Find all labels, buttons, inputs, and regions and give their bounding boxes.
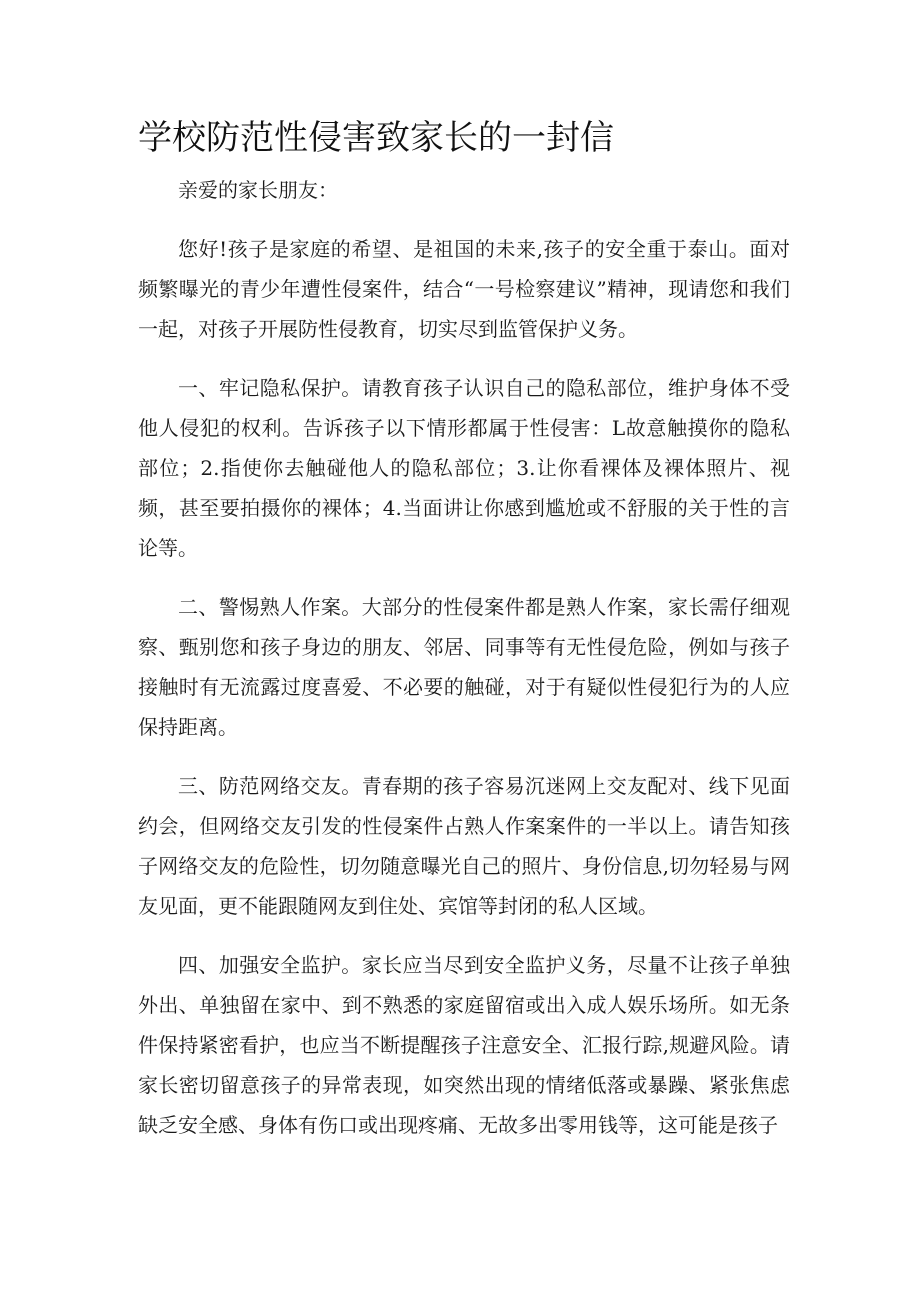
paragraph-intro: 您好!孩子是家庭的希望、是祖国的未来,孩子的安全重于泰山。面对频繁曝光的青少年遭性侵案件，结合“一号检察建议”精神，现请您和我们一起，对孩子开展防性侵教育，切实尽到监管保护义务。 — [138, 237, 790, 341]
paragraph-acquaintance-caution: 二、警惕熟人作案。大部分的性侵案件都是熟人作案，家长需仔细观察、甄别您和孩子身边的朋友、邻居、同事等有无性侵危险，例如与孩子接触时有无流露过度喜爱、不必要的触碰，对于有疑似性侵犯行为的人应保持距离。 — [138, 595, 790, 739]
document-title: 学校防范性侵害致家长的一封信 — [138, 118, 614, 158]
greeting: 亲爱的家长朋友： — [178, 178, 338, 202]
letter-body — [138, 170, 790, 1164]
paragraph-privacy-protection: 一、牢记隐私保护。请教育孩子认识自己的隐私部位，维护身体不受他人侵犯的权利。告诉孩子以下情形都属于性侵害：L故意触摸你的隐私部位；2.指使你去触碰他人的隐私部位；3.让你看裸体及裸体照片、视频，甚至要拍摄你的裸体；4.当面讲让你感到尴尬或不舒服的关于性的言论等。 — [138, 376, 790, 560]
paragraph-online-dating: 三、防范网络交友。青春期的孩子容易沉迷网上交友配对、线下见面约会，但网络交友引发的性侵案件占熟人作案案件的一半以上。请告知孩子网络交友的危险性，切勿随意曝光自己的照片、身份信息,切勿轻易与网友见面，更不能跟随网友到住处、宾馆等封闭的私人区域。 — [138, 774, 790, 918]
paragraph-safety-supervision: 四、加强安全监护。家长应当尽到安全监护义务，尽量不让孩子单独外出、单独留在家中、到不熟悉的家庭留宿或出入成人娱乐场所。如无条件保持紧密看护，也应当不断提醒孩子注意安全、汇报行踪,规避风险。请家长密切留意孩子的异常表现，如突然出现的情绪低落或暴躁、紧张焦虑缺乏安全感、身体有伤口或出现疼痛、无故多出零用钱等，这可能是孩子 — [138, 953, 790, 1137]
